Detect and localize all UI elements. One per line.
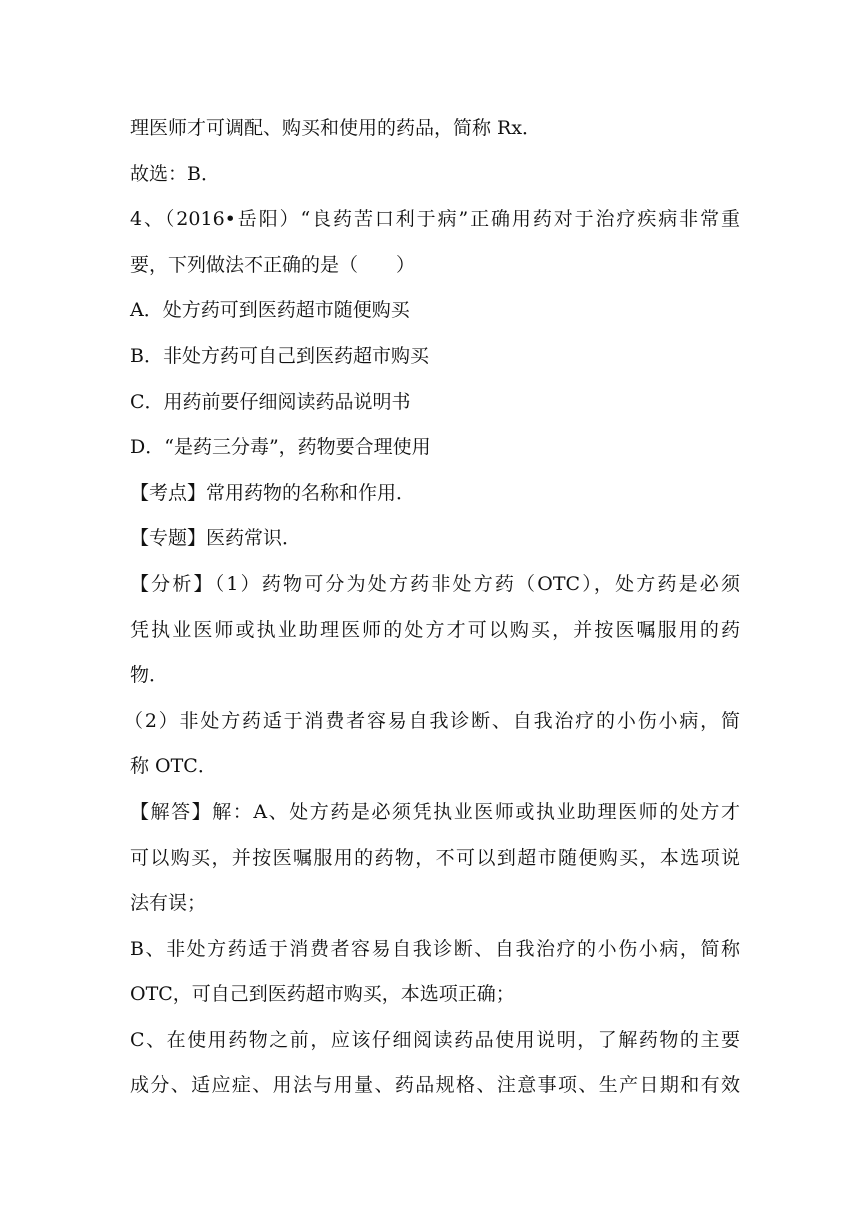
fenxi-line: （2）非处方药适于消费者容易自我诊断、自我治疗的小伤小病，简 — [124, 709, 740, 732]
option-a: A．处方药可到医药超市随便购买 — [130, 299, 410, 322]
zhuanti-line: 【专题】医药常识． — [130, 527, 302, 550]
jieda-line: 【解答】解：A、处方药是必须凭执业医师或执业助理医师的处方才 — [130, 800, 740, 823]
fenxi-line: 凭执业医师或执业助理医师的处方才可以购买，并按医嘱服用的药 — [130, 618, 740, 641]
document-body — [124, 106, 740, 1109]
text-line: 理医师才可调配、购买和使用的药品，简称 Rx． — [130, 117, 542, 139]
fenxi-line: 称 OTC． — [130, 755, 217, 778]
text-line: 故选：B． — [130, 162, 220, 185]
question-stem-line: 4、（2016•岳阳）“良药苦口利于病”正确用药对于治疗疾病非常重 — [130, 208, 740, 231]
option-b: B．非处方药可自己到医药超市购买 — [130, 344, 429, 367]
option-d: D．“是药三分毒”，药物要合理使用 — [130, 436, 431, 459]
question-stem-line: 要，下列做法不正确的是（ ） — [130, 253, 416, 276]
kaodian-line: 【考点】常用药物的名称和作用． — [130, 481, 416, 504]
option-c: C．用药前要仔细阅读药品说明书 — [130, 390, 411, 413]
jieda-line: 法有误； — [130, 892, 207, 915]
jieda-line: OTC，可自己到医药超市购买，本选项正确； — [130, 983, 515, 1006]
jieda-line: 成分、适应症、用法与用量、药品规格、注意事项、生产日期和有效 — [130, 1074, 740, 1097]
fenxi-line: 物． — [130, 664, 169, 687]
jieda-line: C、在使用药物之前，应该仔细阅读药品使用说明，了解药物的主要 — [130, 1028, 740, 1051]
jieda-line: 可以购买，并按医嘱服用的药物，不可以到超市随便购买，本选项说 — [130, 846, 740, 869]
fenxi-line: 【分析】（1）药物可分为处方药非处方药（OTC），处方药是必须 — [130, 572, 740, 595]
jieda-line: B、非处方药适于消费者容易自我诊断、自我治疗的小伤小病，简称 — [130, 937, 740, 960]
